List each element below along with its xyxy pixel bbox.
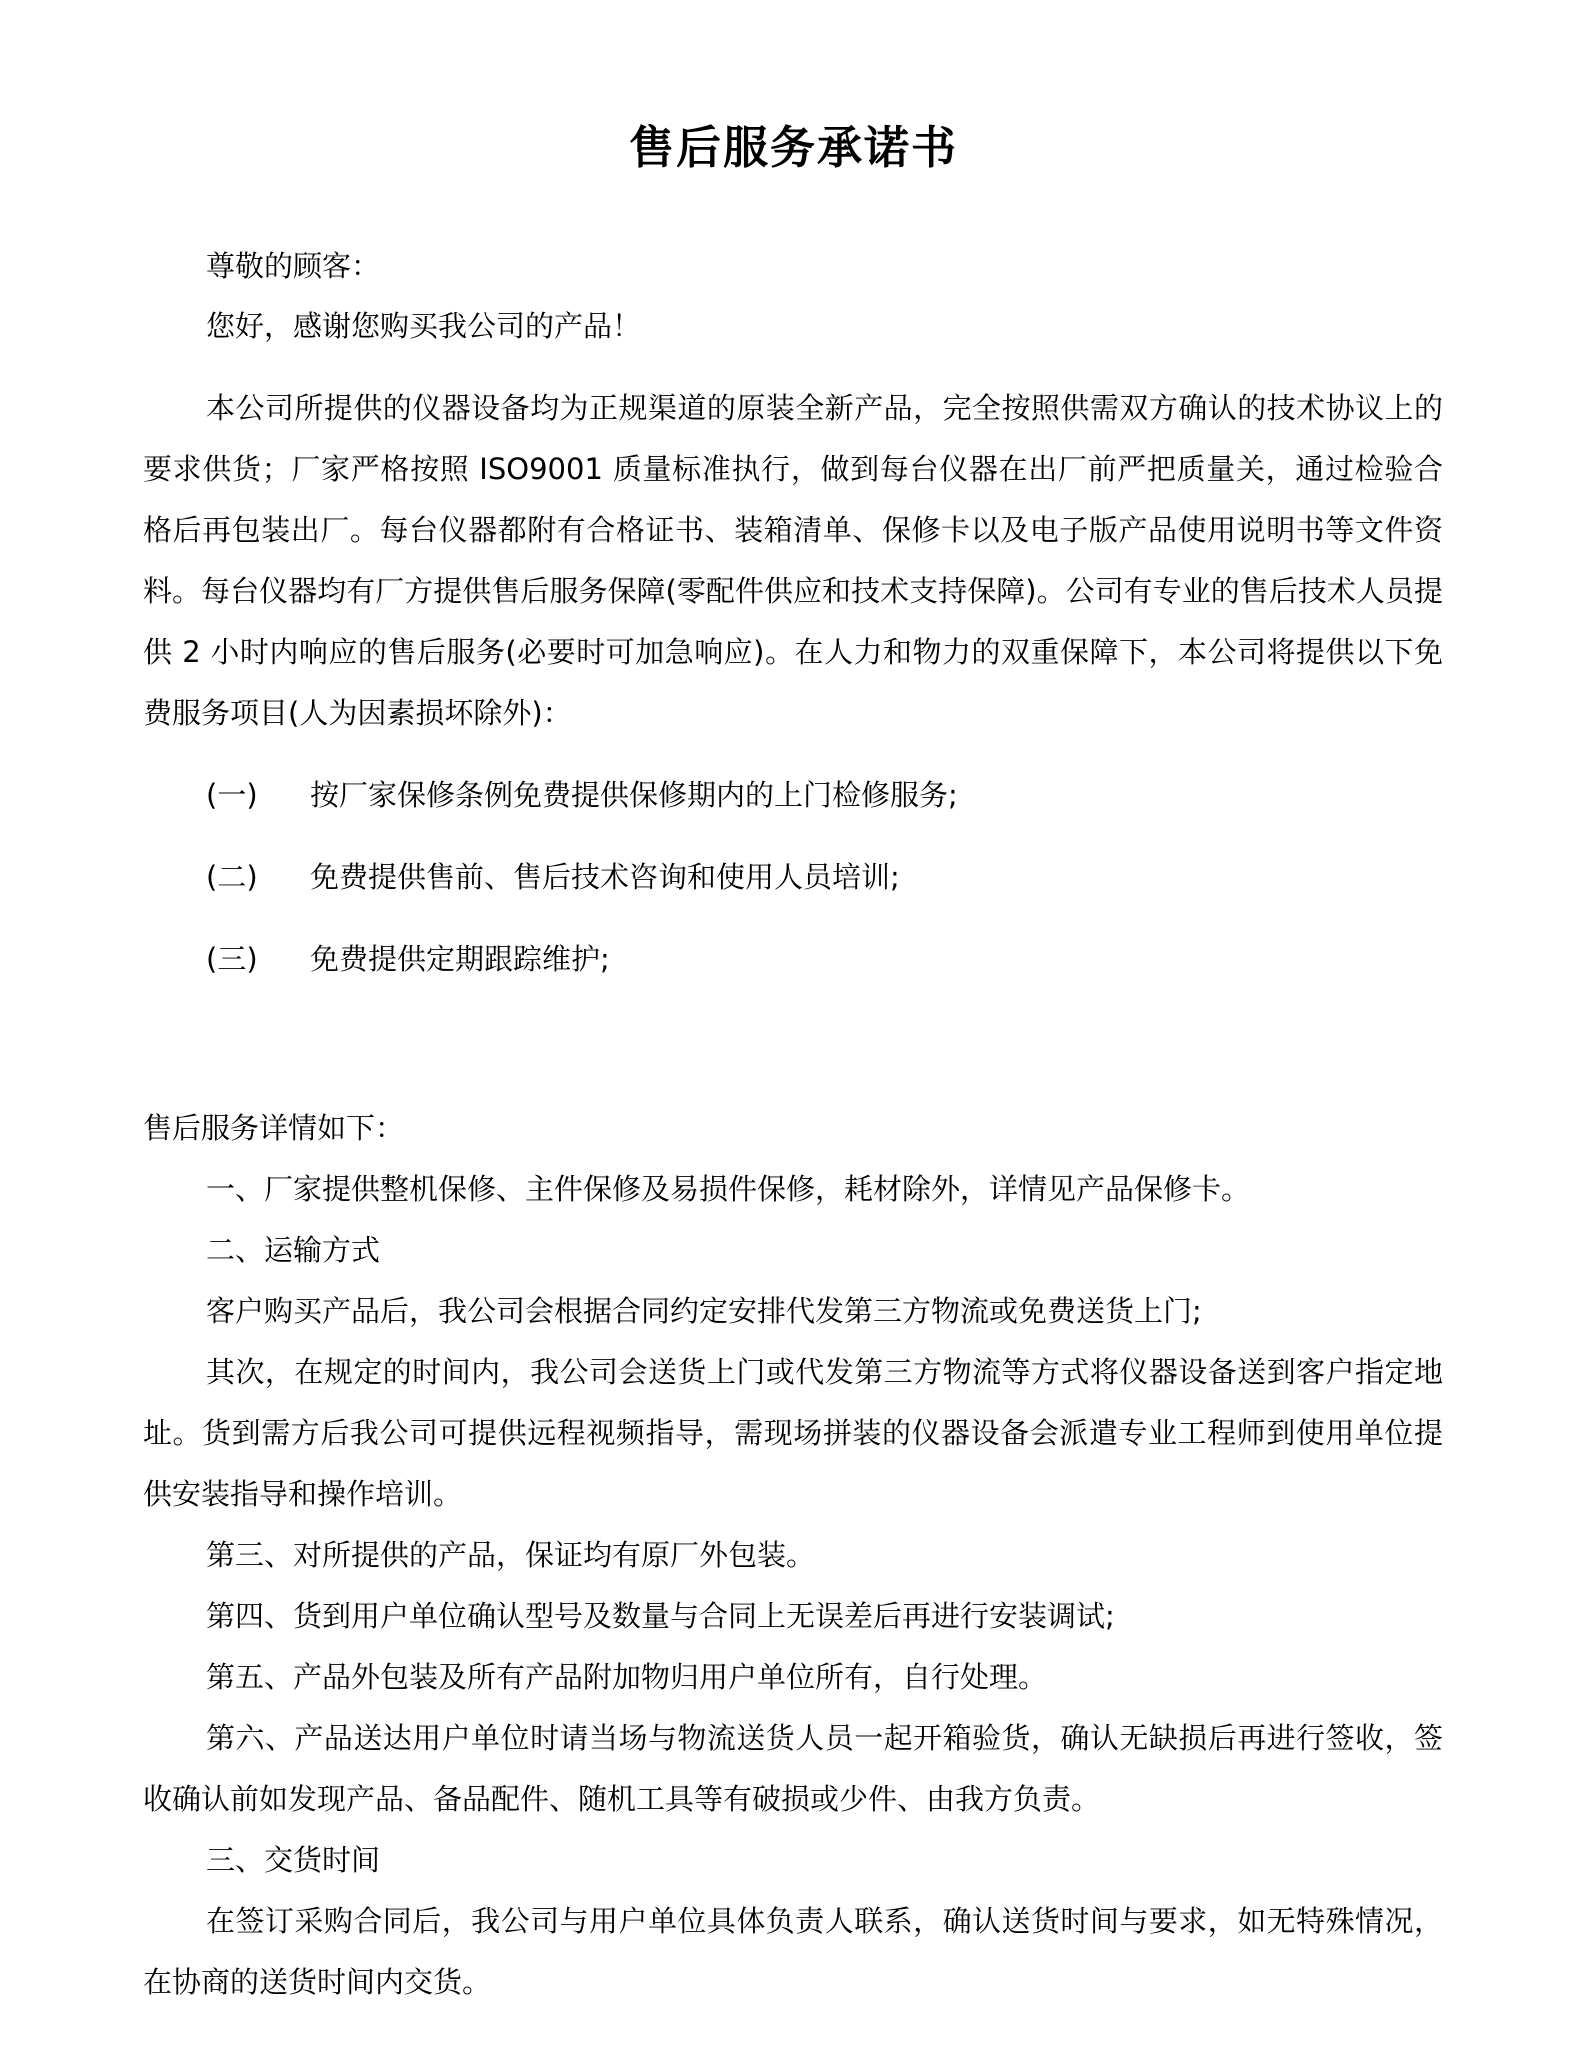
service-item-number: (三) [206, 942, 258, 976]
intro-paragraph: 本公司所提供的仪器设备均为正规渠道的原装全新产品，完全按照供需双方确认的技术协议上的要求供货；厂家严格按照 ISO9001 质量标准执行，做到每台仪器在出厂前严把质量关，通过检验合格后再包装出厂。每台仪器都附有合格证书、装箱清单、保修卡以及电子版产品使用说明书等文件资料。每台仪器均有厂方提供售后服务保障(零配件供应和技术支持保障)。公司有专业的售后技术人员提供 2 小时内响应的售后服务(必要时可加急响应)。在人力和物力的双重保障下，本公司将提供以下免费服务项目(人为因素损坏除外)： [143, 391, 1443, 730]
service-item [206, 765, 958, 826]
detail-paragraph: 第四、货到用户单位确认型号及数量与合同上无误差后再进行安装调试; [206, 1599, 1115, 1633]
details-heading: 售后服务详情如下： [143, 1111, 405, 1145]
service-item-text: 免费提供售前、售后技术咨询和使用人员培训; [310, 860, 900, 894]
detail-paragraph: 第六、产品送达用户单位时请当场与物流送货人员一起开箱验货，确认无缺损后再进行签收，签收确认前如发现产品、备品配件、随机工具等有破损或少件、由我方负责。 [143, 1721, 1443, 1816]
detail-paragraph: 二、运输方式 [206, 1233, 381, 1267]
service-item-number: (二) [206, 860, 258, 894]
detail-paragraph: 第五、产品外包装及所有产品附加物归用户单位所有，自行处理。 [206, 1660, 1048, 1694]
service-item-text: 免费提供定期跟踪维护; [310, 942, 610, 976]
service-item [206, 847, 900, 908]
detail-paragraph: 客户购买产品后，我公司会根据合同约定安排代发第三方物流或免费送货上门; [206, 1294, 1202, 1328]
service-item [206, 929, 610, 990]
greeting: 尊敬的顾客： [206, 249, 381, 283]
thanks-line: 您好，感谢您购买我公司的产品！ [206, 309, 642, 343]
service-item-number: (一) [206, 778, 258, 812]
detail-paragraph: 在签订采购合同后，我公司与用户单位具体负责人联系，确认送货时间与要求，如无特殊情况，在协商的送货时间内交货。 [143, 1904, 1443, 1999]
detail-paragraph: 第三、对所提供的产品，保证均有原厂外包装。 [206, 1538, 816, 1572]
service-item-text: 按厂家保修条例免费提供保修期内的上门检修服务; [310, 778, 958, 812]
detail-paragraph: 一、厂家提供整机保修、主件保修及易损件保修，耗材除外，详情见产品保修卡。 [206, 1172, 1251, 1206]
detail-paragraph: 三、交货时间 [206, 1843, 381, 1877]
detail-paragraph: 其次，在规定的时间内，我公司会送货上门或代发第三方物流等方式将仪器设备送到客户指定地址。货到需方后我公司可提供远程视频指导，需现场拼装的仪器设备会派遣专业工程师到使用单位提供安装指导和操作培训。 [143, 1355, 1443, 1511]
document-title: 售后服务承诺书 [628, 121, 958, 174]
